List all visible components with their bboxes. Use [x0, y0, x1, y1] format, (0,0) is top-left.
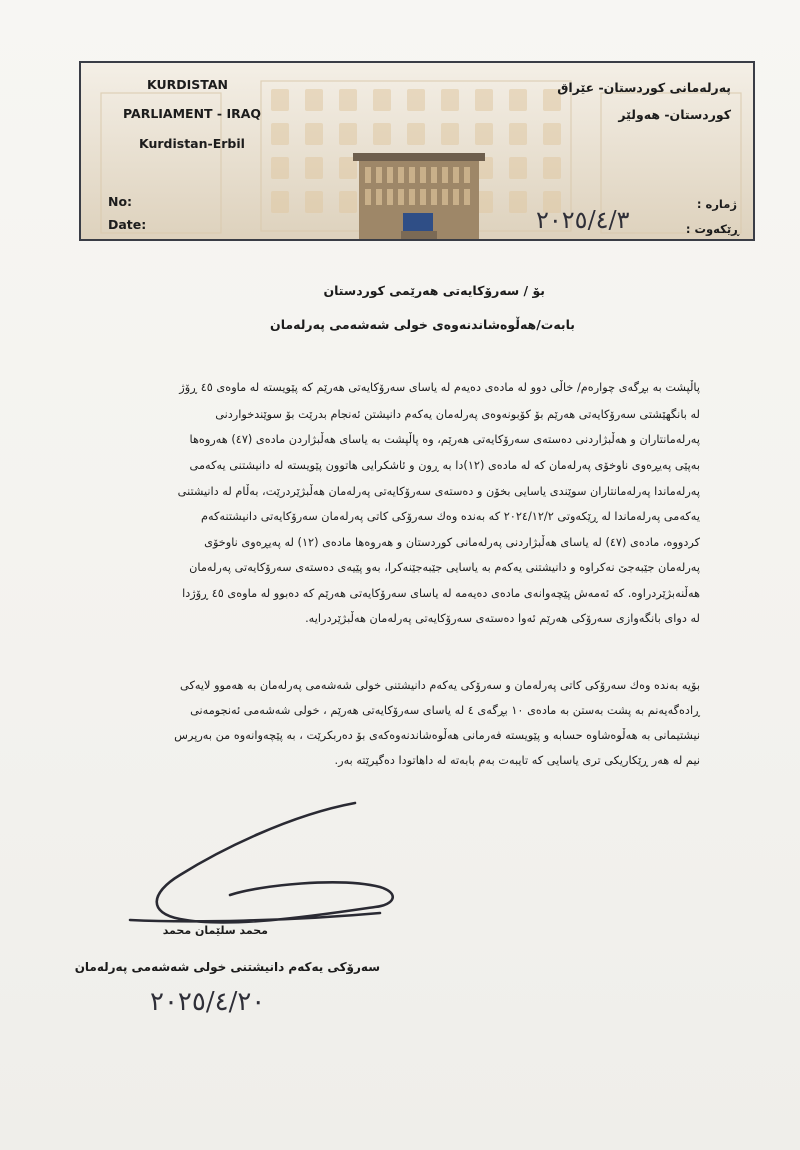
- facade-window: [373, 123, 391, 145]
- facade-window: [441, 89, 459, 111]
- facade-window: [271, 89, 289, 111]
- building-window: [409, 167, 415, 183]
- letterhead-ku-no-label: ژمارە :: [696, 197, 737, 211]
- paragraph-line: پەرلەماندا پەرلەمانتاران سوێندی یاسایی بخۆن و دەستەی سەرۆكایەتی پەرلەمان هەڵبژێردرێت، بەڵام لە دانیشتنی: [177, 485, 700, 498]
- building-window: [464, 167, 470, 183]
- letterhead-ku-line1: پەرلەمانی كوردستان- عێراق: [557, 80, 731, 95]
- facade-window: [305, 157, 323, 179]
- building-window: [442, 167, 448, 183]
- facade-window: [543, 123, 561, 145]
- facade-window: [509, 191, 527, 213]
- building-window: [365, 189, 371, 205]
- building-window: [420, 189, 426, 205]
- building-window: [387, 189, 393, 205]
- letterhead-ku-date-label: ڕێكەوت :: [685, 222, 739, 236]
- paragraph-line: یەكەمی پەرلەماندا لە ڕێكەوتی ٢٠٢٤/١٢/٢ كە بەندە وەك سەرۆكی كاتی پەرلەمان سەرۆكایەتی دانیشتنەكەم: [201, 510, 700, 523]
- letterhead-en-line3: Kurdistan-Erbil: [139, 136, 245, 151]
- recipient-line: بۆ / سەرۆكایەتی هەرێمی كوردستان: [323, 283, 545, 298]
- letterhead-en-line2: PARLIAMENT - IRAQ: [123, 106, 262, 121]
- facade-window: [271, 157, 289, 179]
- facade-window: [305, 191, 323, 213]
- facade-window: [339, 191, 357, 213]
- paragraph-line: كردووە، مادەی (٤٧) لە یاسای هەڵبژاردنی پەرلەمانی كوردستان و هەروەها مادەی (١٢) لە پەیڕەوی ناوخۆی: [204, 536, 700, 549]
- handwritten-signature: [110, 795, 410, 935]
- building-window: [376, 189, 382, 205]
- facade-window: [339, 89, 357, 111]
- facade-window: [475, 123, 493, 145]
- building-window: [409, 189, 415, 205]
- paragraph-line: نیشتیمانی بە هەڵوەشاوە حسابە و پێویستە فەرمانی هەڵوەشاندنەوەكەی بۆ دەربكرێت ، بە پێچەوانەوە من بەرپرس: [174, 729, 700, 742]
- facade-window: [305, 89, 323, 111]
- facade-window: [509, 157, 527, 179]
- letterhead-handwritten-date: ٢٠٢٥/٤/٣: [536, 206, 630, 234]
- letterhead-ku-line2: كوردستان- هەولێر: [618, 107, 731, 122]
- letterhead-date-label: Date:: [108, 217, 147, 232]
- facade-window: [407, 123, 425, 145]
- paragraph-line: ڕادەگەیەنم بە پشت بەستن بە مادەی ١٠ بڕگەی ٤ لە یاسای سەرۆكایەتی هەرێم ، خولی شەشەمی ئەنجومەنی: [190, 704, 700, 717]
- paragraph-line: پەرلەمانتاران و هەڵبژاردنی دەستەی سەرۆكایەتی هەرێم، وە پاڵپشت بە یاسای هەڵبژاردن مادەی (٤٧) هەروەها: [189, 433, 700, 446]
- facade-window: [271, 123, 289, 145]
- facade-window: [407, 89, 425, 111]
- building-window: [398, 189, 404, 205]
- letterhead: [79, 61, 755, 241]
- paragraph-line: لە بانگهێشتی سەرۆكایەتی هەرێم بۆ كۆبونەوەی پەرلەمان یەكەم دانیشتن ئەنجام بدرێت بۆ سوێندخواردنی: [215, 408, 700, 421]
- facade-window: [543, 157, 561, 179]
- facade-window: [509, 123, 527, 145]
- facade-window: [271, 191, 289, 213]
- paragraph-line: لە دوای بانگەوازی سەرۆكی هەرێم ئەوا دەستەی سەرۆكایەتی پەرلەمان هەڵبژێردرایە.: [305, 612, 700, 625]
- paragraph-line: نیم لە هەر ڕێكاریكی تری یاسایی كە تایبەت بەم بابەتە لە داهاتودا دەگیرێتە بەر.: [334, 754, 700, 767]
- building-window: [431, 189, 437, 205]
- signature-handwritten-date: ٢٠٢٥/٤/٢٠: [150, 987, 266, 1017]
- signatory-name: محمد سلێمان محمد: [162, 924, 268, 937]
- building-window: [420, 167, 426, 183]
- building-window: [464, 189, 470, 205]
- building-window: [365, 167, 371, 183]
- building-window: [398, 167, 404, 183]
- paragraph-line: بۆیە بەندە وەك سەرۆكی كاتی پەرلەمان و سەرۆكی یەكەم دانیشتنی خولی شەشەمی پەرلەمان بە هەموو لایەكی: [180, 679, 700, 692]
- facade-window: [339, 123, 357, 145]
- signatory-title: سەرۆكی یەكەم دانیشتنی خولی شەشەمی پەرلەمان: [74, 960, 380, 974]
- facade-window: [373, 89, 391, 111]
- building-window: [387, 167, 393, 183]
- letterhead-en-line1: KURDISTAN: [147, 77, 228, 92]
- facade-window: [441, 123, 459, 145]
- facade-window: [305, 123, 323, 145]
- building-window: [453, 167, 459, 183]
- paragraph-line: هەڵنەبژێردراوە. كە ئەمەش پێچەوانەی مادەی دەیەمە لە یاسای سەرۆكایەتی هەرێم كە دەبوو لە ماوەی ٤٥ ڕۆژدا: [182, 587, 700, 600]
- paragraph-line: پاڵپشت بە بڕگەی چوارەم/ خاڵی دوو لە مادەی دەیەم لە یاسای سەرۆكایەتی هەرێم كە پێویستە لە ماوەی ٤٥ ڕۆژ: [179, 381, 700, 394]
- building-window: [442, 189, 448, 205]
- subject-line: بابەت/هەڵوەشاندنەوەی خولی شەشەمی پەرلەمان: [270, 317, 575, 332]
- paragraph-line: بەپێی پەیڕەوی ناوخۆی پەرلەمان كە لە مادەی (١٢)دا بە ڕون و ئاشكرایی هاتوون پێویستە لە دانیشتنی یەكەمی: [189, 459, 700, 472]
- paragraph-line: پەرلەمان جێبەجێ نەكراوە و دانیشتنی یەكەم بە یاسایی جێبەجێنەكرا، بەو پێیەی دەستەی سەرۆكایەتی پەرلەمان: [189, 561, 700, 574]
- building-window: [431, 167, 437, 183]
- building-window: [376, 167, 382, 183]
- letterhead-no-label: No:: [108, 194, 133, 209]
- building-window: [453, 189, 459, 205]
